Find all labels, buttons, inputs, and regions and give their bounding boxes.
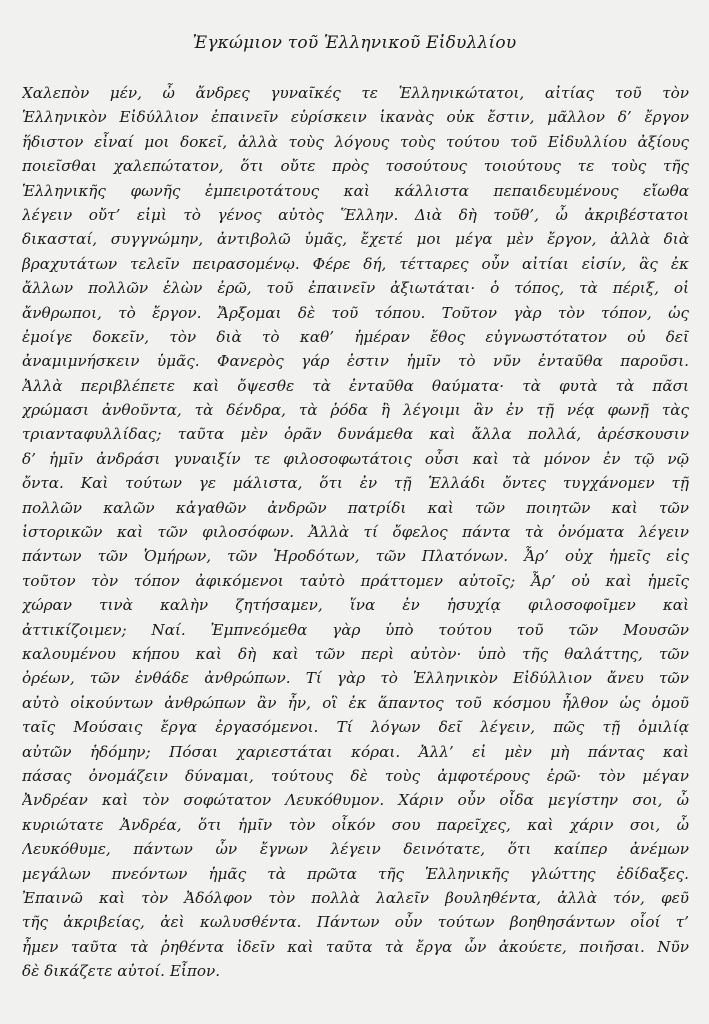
text-line: κυριώτατε Ἀνδρέα, ὅτι ἡμῖν τὸν οἶκόν σου παρεῖχες, καὶ χάριν σοι, ὦ (22, 815, 689, 834)
body-text (22, 81, 689, 983)
text-line: Ἑλληνικῆς φωνῆς ἐμπειροτάτους καὶ κάλλιστα πεπαιδευμένους εἴωθα (22, 181, 689, 200)
text-line: Λευκόθυμε, πάντων ὧν ἔγνων λέγειν δεινότατε, ὅτι καίπερ ἀνέμων (22, 840, 689, 859)
text-line: πάντων τῶν Ὁμήρων, τῶν Ἡροδότων, τῶν Πλατόνων. Ἆρ’ οὐχ ἡμεῖς εἰς (22, 547, 689, 566)
text-line: χρώμασι ἀνθοῦντα, τὰ δένδρα, τὰ ῥόδα ἢ λέγοιμι ἂν ἐν τῇ νέᾳ φωνῇ τὰς (22, 401, 689, 420)
text-line: ὄντα. Καὶ τούτων γε μάλιστα, ὅτι ἐν τῇ Ἑλλάδι ὄντες τυγχάνομεν τῇ (22, 474, 689, 493)
text-line: ἐμοίγε δοκεῖν, τὸν διὰ τὸ καθ’ ἡμέραν ἔθος εὐγνωστότατον οὐ δεῖ (22, 327, 689, 346)
text-line: μεγάλων πνεόντων ἡμᾶς τὰ πρῶτα τῆς Ἑλληνικῆς γλώττης ἐδίδαξες. (22, 864, 689, 883)
text-line: τῆς ἀκριβείας, ἀεὶ κωλυσθέντα. Πάντων οὖν τούτων βοηθησάντων οἷοί τ’ (22, 913, 689, 932)
text-line: λέγειν οὔτ’ εἰμὶ τὸ γένος αὐτὸς Ἕλλην. Διὰ δὴ τοῦθ’, ὦ ἀκριβέστατοι (22, 205, 689, 224)
text-line: τοῦτον τὸν τόπον ἀφικόμενοι ταὐτὸ πράττομεν αὐτοῖς; Ἆρ’ οὐ καὶ ἡμεῖς (22, 571, 689, 590)
text-line: Ἑλληνικὸν Εἰδύλλιον ἐπαινεῖν εὑρίσκειν ἱκανὰς οὐκ ἔστιν, μᾶλλον δ’ ἔργον (22, 108, 689, 127)
text-line: ἄλλων πολλῶν ἑλὼν ἐρῶ, τοῦ ἐπαινεῖν ἀξιωτάται· ὁ τόπος, τὰ πέριξ, οἱ (22, 279, 689, 298)
text-line: Ἐπαινῶ καὶ τὸν Ἀδόλφον τὸν πολλὰ λαλεῖν βουληθέντα, ἀλλὰ τόν, φεῦ (22, 888, 689, 907)
text-line-last: δὲ δικάζετε αὐτοί. Εἶπον. (22, 962, 221, 981)
text-line: Ἀλλὰ περιβλέπετε καὶ ὄψεσθε τὰ ἐνταῦθα θαύματα· τὰ φυτὰ τὰ πᾶσι (22, 376, 689, 395)
text-line: ἦμεν ταῦτα τὰ ῥηθέντα ἰδεῖν καὶ ταῦτα τὰ ἔργα ὧν ἀκούετε, ποιῆσαι. Νῦν (22, 937, 689, 956)
text-line: δικασταί, συγγνώμην, ἀντιβολῶ ὑμᾶς, ἔχετέ μοι μέγα μὲν ἔργον, ἀλλὰ διὰ (22, 230, 689, 249)
text-line: δ’ ἡμῖν ἀνδράσι γυναιξίν τε φιλοσοφωτάτοις οὖσι καὶ τὰ μόνον ἐν τῷ νῷ (22, 449, 689, 468)
text-line: ταῖς Μούσαις ἔργα ἐργασόμενοι. Τί λόγων δεῖ λέγειν, πῶς τῇ ὁμιλίᾳ (22, 718, 689, 737)
text-line: ἀναμιμνήσκειν ὑμᾶς. Φανερὸς γάρ ἐστιν ἡμῖν τὸ νῦν ἐνταῦθα παροῦσι. (22, 352, 689, 371)
text-line: χώραν τινὰ καλὴν ζητήσαμεν, ἵνα ἐν ἡσυχίᾳ φιλοσοφοῖμεν καὶ (22, 596, 689, 615)
text-line: αὐτῶν ἡδόμην; Πόσαι χαριεστάται κόραι. Ἀλλ’ εἰ μὲν μὴ πάντας καὶ (22, 742, 689, 761)
text-line: πολλῶν καλῶν κἀγαθῶν ἀνδρῶν πατρίδι καὶ τῶν ποιητῶν καὶ τῶν (22, 498, 689, 517)
text-line: Χαλεπὸν μέν, ὦ ἄνδρες γυναῖκές τε Ἑλληνικώτατοι, αἰτίας τοῦ τὸν (22, 84, 689, 102)
text-line: ἥδιστον εἶναί μοι δοκεῖ, ἀλλὰ τοὺς λόγους τοὺς τούτου τοῦ Εἰδυλλίου ἀξίους (22, 132, 689, 151)
text-line: ποιεῖσθαι χαλεπώτατον, ὅτι οὔτε πρὸς τοσούτους τοιούτους τε τοὺς τῆς (22, 157, 689, 176)
text-line: ἄνθρωποι, τὸ ἔργον. Ἄρξομαι δὲ τοῦ τόπου. Τοῦτον γὰρ τὸν τόπον, ὡς (22, 303, 689, 322)
text-line: πάσας ὀνομάζειν δύναμαι, τούτους δὲ τοὺς ἀμφοτέρους ἐρῶ· τὸν μέγαν (22, 766, 689, 785)
text-line: ἱστορικῶν καὶ τῶν φιλοσόφων. Ἀλλὰ τί ὄφελος πάντα τὰ ὀνόματα λέγειν (22, 523, 689, 542)
document-title: Ἐγκώμιον τοῦ Ἑλληνικοῦ Εἰδυλλίου (192, 33, 517, 53)
text-line: ἀττικίζοιμεν; Ναί. Ἐμπνεόμεθα γὰρ ὑπὸ τούτου τοῦ τῶν Μουσῶν (22, 620, 689, 639)
text-line: τριανταφυλλίδας; ταῦτα μὲν ὁρᾶν δυνάμεθα καὶ ἄλλα πολλά, ἀρέσκουσιν (22, 425, 689, 444)
text-line: Ἀνδρέαν καὶ τὸν σοφώτατον Λευκόθυμον. Χάριν οὖν οἶδα μεγίστην σοι, ὦ (22, 791, 689, 810)
text-line: καλουμένου κήπου καὶ δὴ καὶ τῶν περὶ αὐτὸν· ὑπὸ τῆς θαλάττης, τῶν (22, 644, 689, 663)
text-line: αὐτὸ οἰκούντων ἀνθρώπων ἂν ἦν, οἳ ἐκ ἅπαντος τοῦ κόσμου ἦλθον ὡς ὁμοῦ (22, 693, 689, 712)
text-line: βραχυτάτων τελεῖν πειρασομένῳ. Φέρε δή, τέτταρες οὖν αἰτίαι εἰσίν, ἃς ἐκ (22, 254, 689, 273)
text-line: ὀρέων, τῶν ἐνθάδε ἀνθρώπων. Τί γὰρ τὸ Ἑλληνικὸν Εἰδύλλιον ἄνευ τῶν (22, 669, 689, 688)
